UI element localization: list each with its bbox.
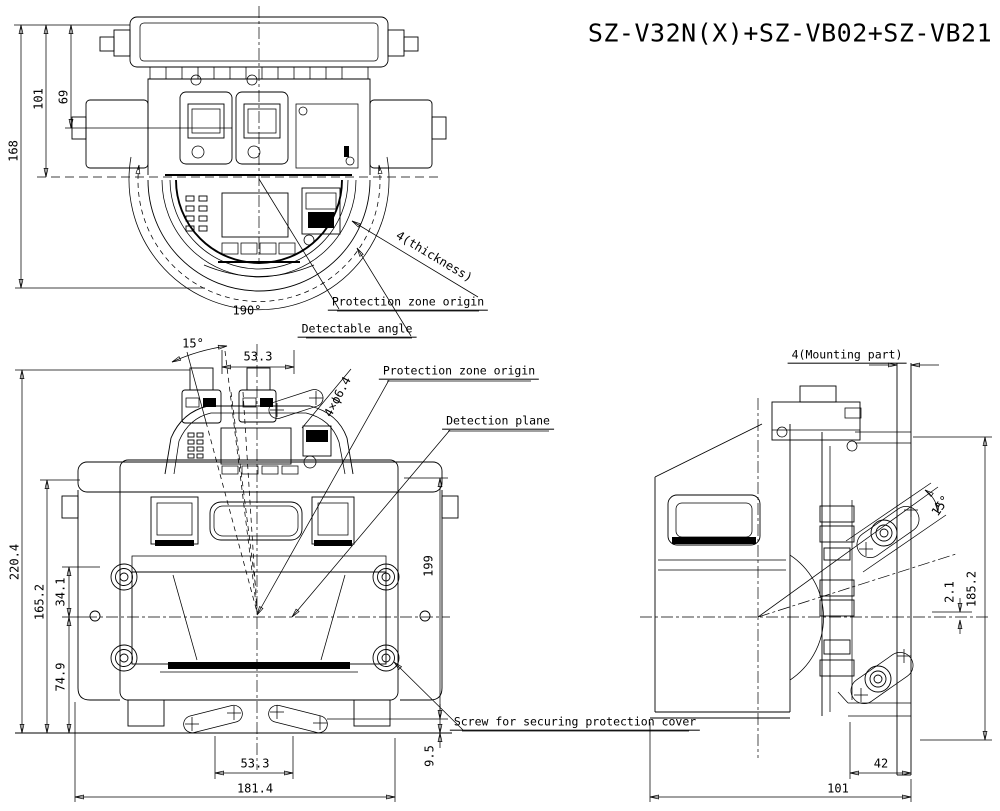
dim-181-label: 181.4 — [236, 781, 274, 796]
dim-74-label: 74.9 — [53, 662, 68, 692]
dim-165-label: 165.2 — [32, 583, 47, 621]
dim-101-label: 101 — [31, 88, 46, 110]
dim-15deg-front-label: 15° — [182, 336, 204, 351]
screw-label: Screw for securing protection cover — [450, 716, 700, 731]
detectable-angle-label: Detectable angle — [298, 323, 417, 338]
mounting-part-label: 4(Mounting part) — [788, 349, 907, 364]
top-view-drawing — [14, 6, 479, 338]
dim-168-label: 168 — [6, 140, 21, 162]
thickness-label: 4(thickness) — [393, 228, 476, 285]
dim-15deg-side-label: 15° — [928, 492, 953, 519]
side-view-drawing — [640, 363, 992, 802]
drawing-title: SZ-V32N(X)+SZ-VB02+SZ-VB21 — [587, 18, 993, 48]
protection-zone-origin-label-top: Protection zone origin — [328, 296, 488, 311]
protection-zone-origin-label-front: Protection zone origin — [379, 365, 539, 380]
dim-185-label: 185.2 — [964, 570, 979, 608]
dim-2-1-label: 2.1 — [942, 581, 957, 603]
dim-69-label: 69 — [56, 89, 71, 105]
dim-42-label: 42 — [873, 756, 889, 771]
dim-101-side-label: 101 — [827, 781, 849, 796]
detection-plane-label: Detection plane — [442, 415, 554, 430]
dim-220-label: 220.4 — [7, 543, 22, 581]
dim-199-label: 199 — [421, 555, 436, 577]
dim-mounting-holes-label: 4×ϕ6.4 — [321, 374, 354, 420]
dim-34-label: 34.1 — [53, 577, 68, 607]
dim-53-bottom-label: 53.3 — [240, 756, 270, 771]
front-view-drawing — [15, 344, 689, 802]
dim-190deg-label: 190° — [232, 303, 262, 318]
dim-9-5-label: 9.5 — [422, 745, 437, 767]
dim-53-top-label: 53.3 — [243, 349, 273, 364]
